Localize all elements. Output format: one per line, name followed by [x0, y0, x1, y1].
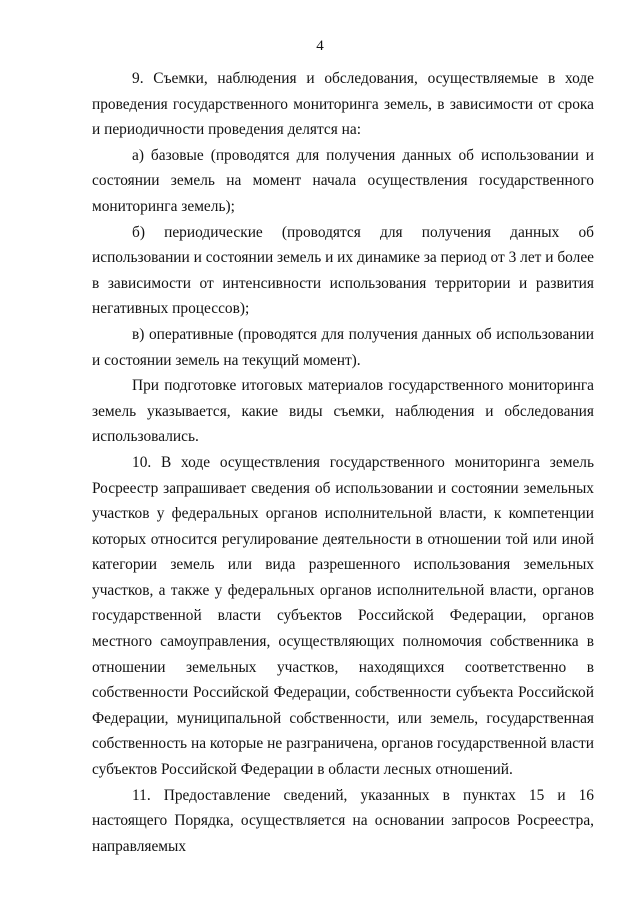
paragraph-9-final-materials: При подготовке итоговых материалов государственного мониторинга земель указывается, какие виды съемки, наблюдения и обследования использовались. [92, 377, 594, 446]
paragraph-9-c-operative: в) оперативные (проводятся для получения данных об использовании и состоянии земель на текущий момент). [92, 325, 594, 369]
paragraph-9-intro: 9. Съемки, наблюдения и обследования, осуществляемые в ходе проведения государственного мониторинга земель, в зависимости от срока и периодичности проведения делятся на: [92, 70, 594, 139]
paragraph-10: 10. В ходе осуществления государственного мониторинга земель Росреестр запрашивает сведения об использовании и состоянии земельных участков у федеральных органов исполнительной власти, к компетенции которых относится регулирование деятельности в отношении той или иной категории земель или вида разрешенного использования земельных участков, а также у федеральных органов исполнительной власти, органов государственной власти субъектов Российской Федерации, органов местного самоуправления, осуществляющих полномочия собственника в отношении земельных участков, находящихся соответственно в собственности Российской Федерации, собственности субъекта Российской Федерации, муниципальной собственности, или земель, государственная собственность на которые не разграничена, органов государственной власти субъектов Российской Федерации в области лесных отношений. [92, 453, 594, 779]
paragraph-11: 11. Предоставление сведений, указанных в пунктах 15 и 16 настоящего Порядка, осуществляется на основании запросов Росреестра, направляемых [92, 786, 594, 855]
paragraph-9-b-periodic: б) периодические (проводятся для получения данных об использовании и состоянии земель и их динамике за период от 3 лет и более в зависимости от интенсивности использования территории и развития негативных процессов); [92, 223, 594, 318]
paragraph-9-a-base: а) базовые (проводятся для получения данных об использовании и состоянии земель на момент начала осуществления государственного мониторинга земель); [92, 146, 594, 215]
page-number: 4 [316, 38, 324, 54]
document-body [92, 66, 594, 859]
